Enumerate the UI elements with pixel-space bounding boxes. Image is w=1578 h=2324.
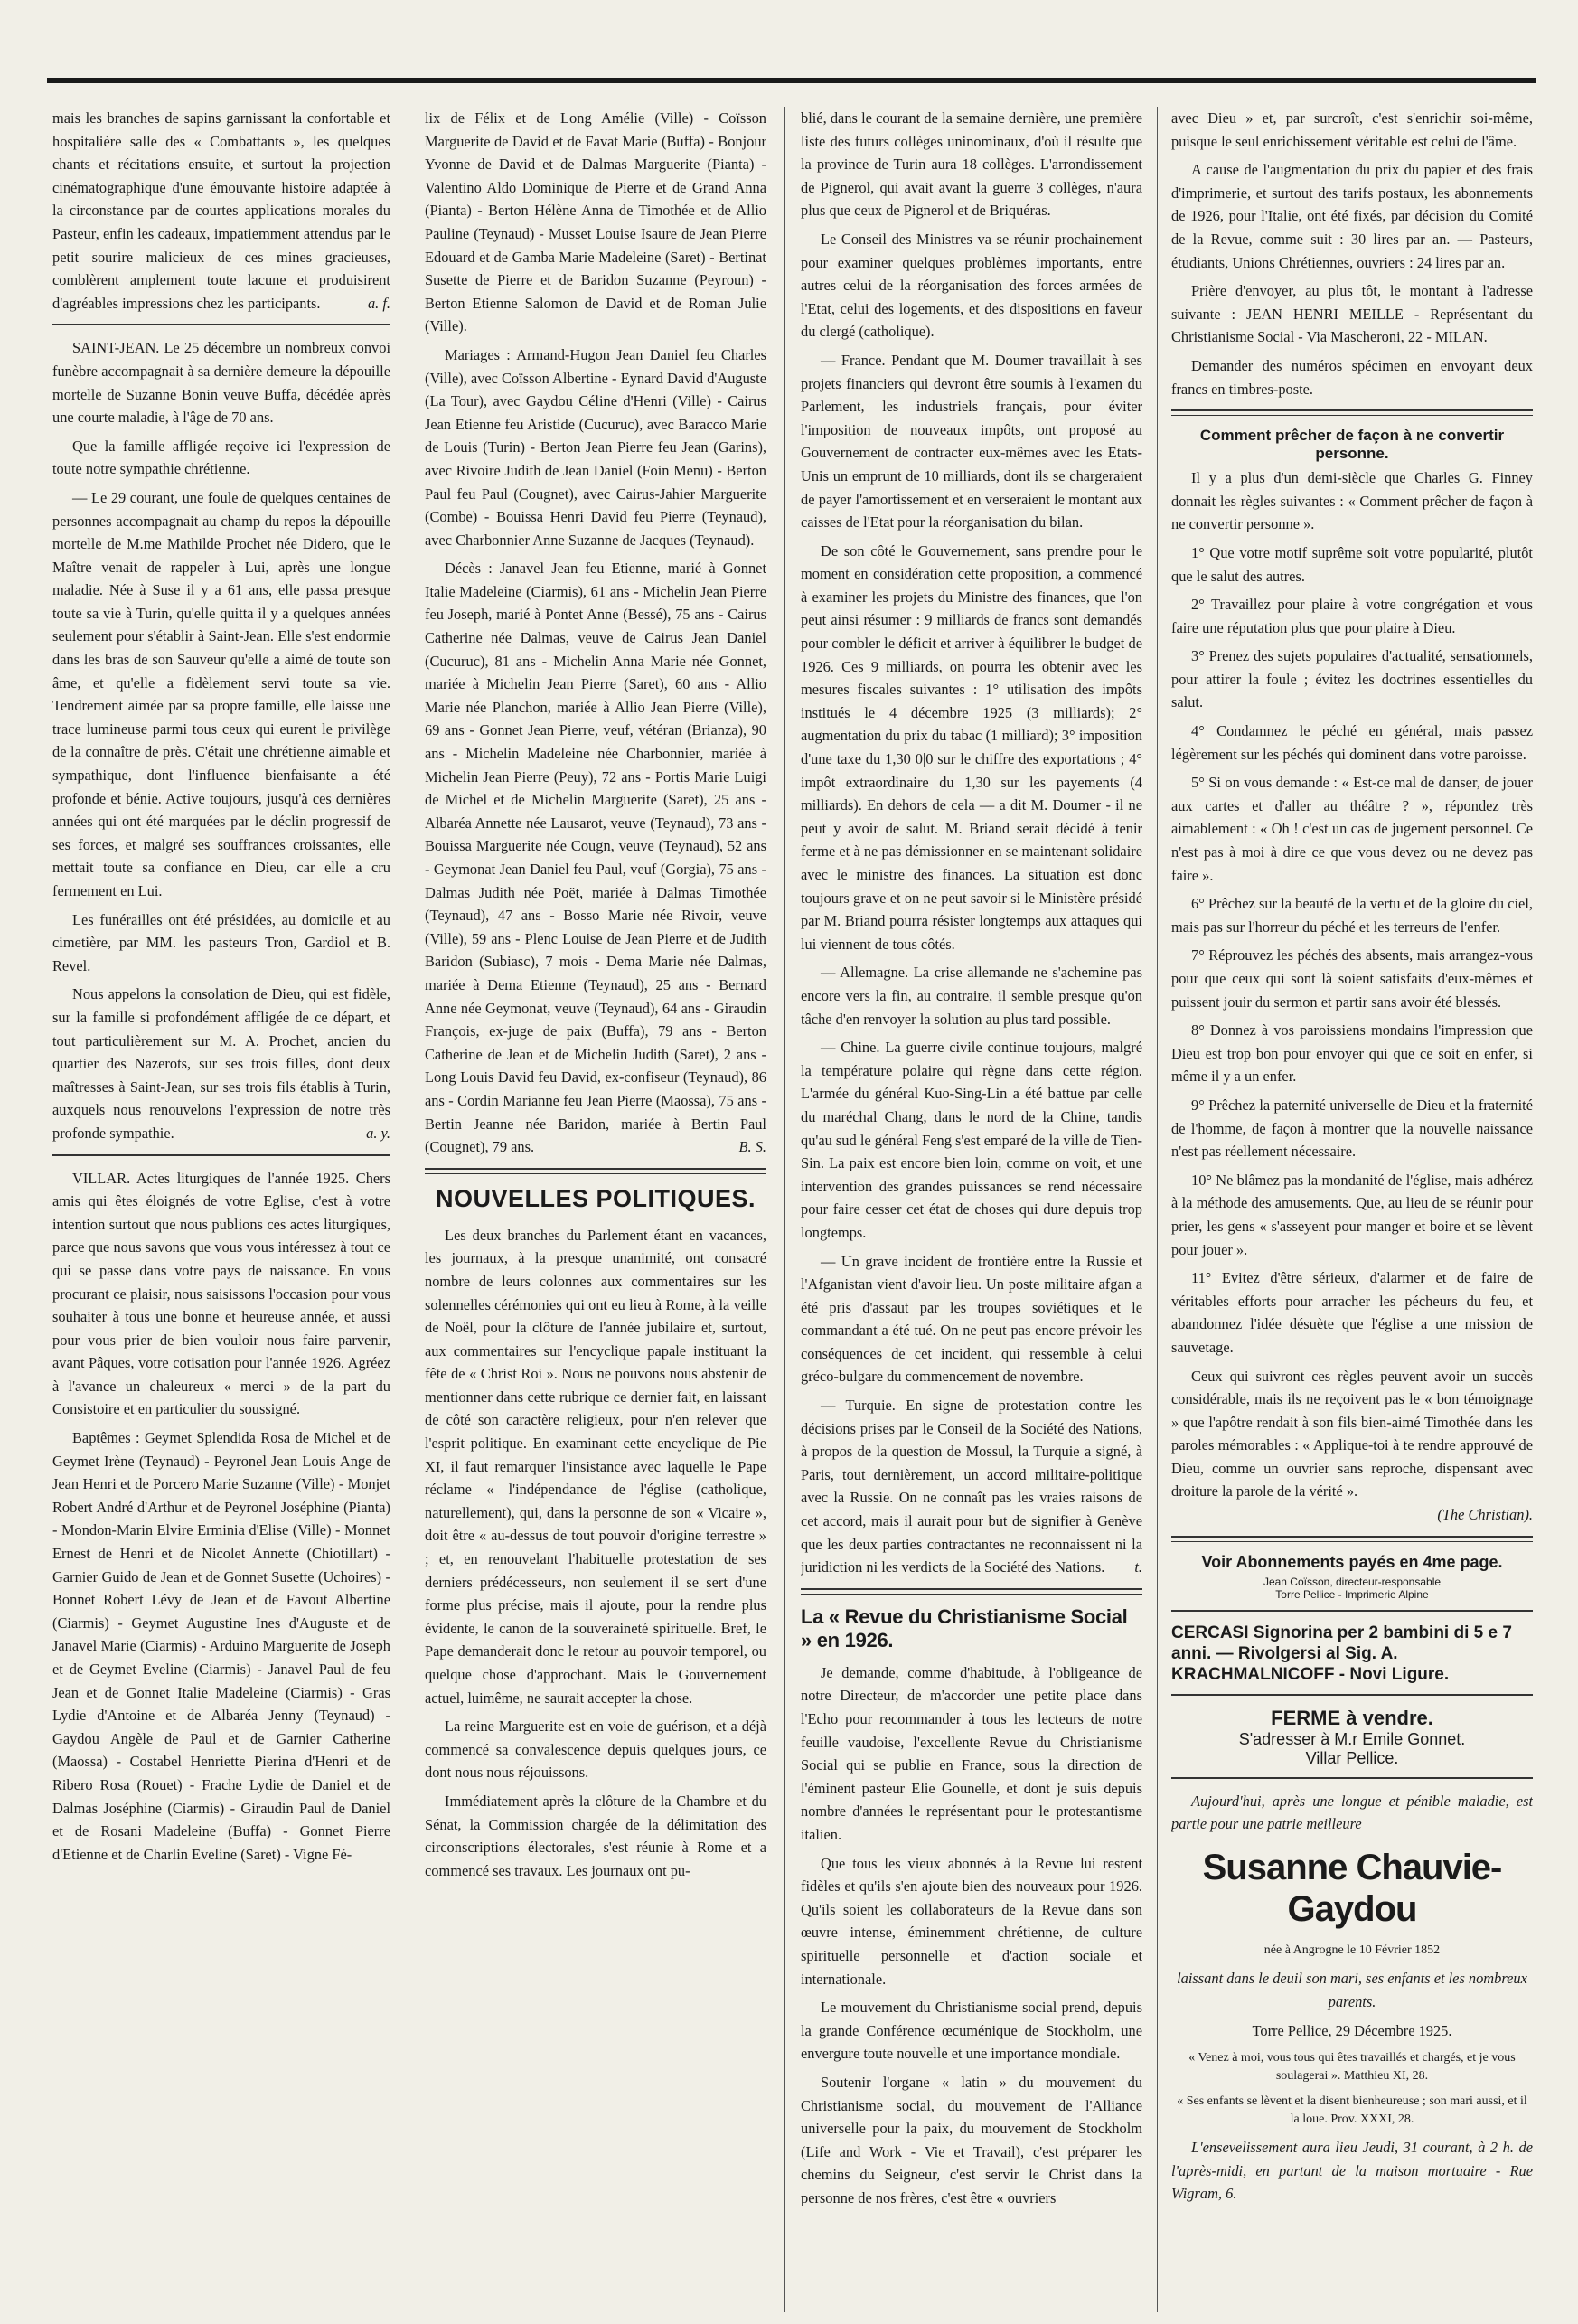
signature: t.: [1134, 1558, 1142, 1576]
paragraph: 2° Travaillez pour plaire à votre congrégation et vous faire une réputation plus que pour plaire à Dieu.: [1171, 596, 1533, 636]
divider: [801, 1588, 1142, 1595]
paragraph: VILLAR. Actes liturgiques de l'année 1925. Chers amis qui êtes éloignés de votre Eglise, c'est à votre intention surtout que nous publions ces actes liturgiques, parce que nous savons que vous vous intéressez à tout ce qui se passe dans votre pays de naissance. En vous procurant ce plaisir, nous saisissons l'occasion pour vous souhaiter à tous une bonne et heureuse année, et aussi pour vous prier de bien vouloir nous faire parvenir, avant Pâques, votre cotisation pour l'année 1926. Agréez à l'avance un chaleureux « merci » de la part du Consistoire et en particulier du soussigné.: [52, 1169, 390, 1418]
column-4: [1171, 107, 1533, 2312]
bible-quote: « Venez à moi, vous tous qui êtes travaillés et chargés, et je vous soulagerai ». Matthieu XI, 28.: [1188, 2051, 1516, 2084]
director-line: Jean Coïsson, directeur-responsable: [1263, 1575, 1442, 1588]
paragraph: Immédiatement après la clôture de la Chambre et du Sénat, la Commission chargée de la délimitation des circonscriptions électorales, s'est réunie à Rome et a commencé ses travaux. Les journaux ont pu-: [425, 1792, 766, 1879]
paragraph: Ceux qui suivront ces règles peuvent avoir un succès considérable, mais ils ne reçoivent pas le « bon témoignage » que l'apôtre rendait à son fils bien-aimé Timothée dans les paroles mémorables : « Applique-toi à te rendre approuvé de Dieu, comme un ouvrier sans reproche, dispensant avec droiture la parole de la vérité ». (The Christian).: [1171, 1365, 1533, 1504]
divider: [1171, 409, 1533, 416]
ad-line: S'adresser à M.r Emile Gonnet.: [1238, 1729, 1466, 1748]
paragraph: — Allemagne. La crise allemande ne s'achemine pas encore vers la fin, au contraire, il semble presque qu'on tâche d'en renvoyer la solution au plus tard possible.: [801, 964, 1142, 1028]
divider: [1171, 1536, 1533, 1542]
paragraph: Que la famille affligée reçoive ici l'expression de toute notre sympathie chrétienne.: [52, 437, 390, 478]
paragraph: Décès : Janavel Jean feu Etienne, marié à Gonnet Italie Madeleine (Ciarmis), 61 ans - Michelin Jean Pierre feu Joseph, marié à Pontet Anne (Bessé), 75 ans - Cairus Catherine née Dalmas, veuve de Cairus Jean Daniel (Cucuruc), 81 ans - Michelin Anna Marie née Gonnet, mariée à Michelin Jean Pierre (Saret), 60 ans - Allio Marie née Planchon, mariée à Allio Jean Pierre (Ville), 69 ans - Gonnet Jean Pierre, veuf, vétéran (Brianza), 90 ans - Michelin Madeleine née Charbonnier, mariée à Michelin Jean Pierre (Peuy), 72 ans - Portis Marie Luigi de Michel et de Michelin Marguerite (Saret), 25 ans - Albaréa Annette née Lausarot, veuve (Teynaud), 73 ans - Bouissa Marguerite née Cougn, veuve (Teynaud), 52 ans - Geymonat Jean Daniel feu Paul, veuf (Gorgia), 75 ans - Dalmas Judith née Poët, mariée à Dalmas Timothée (Teynaud), 47 ans - Bosso Marie née Rivoir, veuve (Ville), 59 ans - Plenc Louise de Jean Pierre et de Judith Baridon (Subiasc), 7 mois - Dema Marie née Dalmas, mariée à Dema Etienne (Teynaud), 25 ans - Bernard Anne née Geymonat, veuve (Teynaud), 64 ans - Giraudin François, ex-juge de paix (Buffa), 79 ans - Berton Catherine de Jean et de Michelin Judith (Saret), 2 ans - Long Louis David feu David, ex-confiseur (Teynaud), 86 ans - Cordin Marianne feu Jean Pierre (Maossa), 75 ans - Bertin Jeanne née Baridon, mariée à Bertin Paul (Cougnet), 79 ans. B. S.: [425, 557, 766, 1158]
divider: [1171, 1777, 1533, 1779]
paragraph: lix de Félix et de Long Amélie (Ville) - Coïsson Marguerite de David et de Favat Marie (Buffa) - Bonjour Yvonne de David et de Dalmas Marguerite (Pianta) - Valentino Aldo Dominique de Pierre et de Grand Anna (Pianta) - Berton Hélène Anna de Timothée et de Allio Pauline (Teynaud) - Musset Louise Isaure de Jean Pierre Edouard et de Gamba Marie Madeleine (Saret) - Bertinat Susette de Pierre et de Baridon Suzanne (Peyroun) - Berton Etienne Salomon de David et de Roman Julie (Ville).: [425, 109, 766, 335]
column-rule: [1157, 107, 1158, 2312]
printer-line: Torre Pellice - Imprimerie Alpine: [1275, 1587, 1429, 1601]
signature: a. y.: [366, 1124, 390, 1142]
classified-ad: CERCASI Signorina per 2 bambini di 5 e 7 anni. — Rivolgersi al Sig. A. KRACHMALNICOFF - Novi Ligure.: [1171, 1623, 1512, 1684]
paragraph: Prière d'envoyer, au plus tôt, le montant à l'adresse suivante : JEAN HENRI MEILLE - Représentant du Christianisme Social - Via Mascheroni, 22 - MILAN.: [1171, 282, 1533, 346]
paragraph: Le mouvement du Christianisme social prend, depuis la grande Conférence œcuménique de Stockholm, une envergure toute nouvelle et une importance mondiale.: [801, 1999, 1142, 2063]
farm-sale-ad: [1171, 1707, 1533, 1768]
paragraph: La reine Marguerite est en voie de guérison, et a déjà commencé sa convalescence depuis quelques jours, ce dont nous nous réjouissons.: [425, 1717, 766, 1782]
paragraph: avec Dieu » et, par surcroît, c'est s'enrichir soi-même, puisque le seul enrichissement véritable est celui de l'âme.: [1171, 109, 1533, 150]
ad-title: FERME à vendre.: [1271, 1706, 1433, 1729]
divider: [52, 324, 390, 325]
paragraph: Les deux branches du Parlement étant en vacances, les journaux, à la presque unanimité, ont consacré nombre de leurs colonnes aux commentaires sur les solennelles cérémonies qui ont eu lieu à Rome, à la veille de Noël, pour la clôture de l'année jubilaire et, surtout, aux commentaires sur l'encyclique papale instituant la fête de « Christ Roi ». Nous ne pouvons nous abstenir de mentionner dans cette rubrique ce dernier fait, en laissant de côté son caractère religieux, pour n'en relever que l'esprit politique. En examinant cette encyclique de Pie XI, il faut remarquer l'insistance avec laquelle le Pape réclame « l'indépendance de l'église (catholique, naturellement), qui, dans la personne de son « Vicaire », doit être « au-dessus de tout pouvoir d'origine terrestre » ; et, en renouvelant l'habituelle protestation de ses derniers prédécesseurs, non seulement il se sert d'une forme plus précise, mais il ajoute, pour la rendre plus évidente, le canon de la souveraineté spirituelle. Bref, le Pape demanderait donc le retour au pouvoir temporel, ou quelque chose d'approchant. Mais le Gouvernement actuel, luimême, ne saurait accepter la chose.: [425, 1226, 766, 1707]
paragraph: SAINT-JEAN. Le 25 décembre un nombreux convoi funèbre accompagnait à sa dernière demeure la dépouille mortelle de Suzanne Bonin veuve Buffa, décédée après une courte maladie, à l'âge de 70 ans.: [52, 339, 390, 427]
paragraph: 11° Evitez d'être sérieux, d'alarmer et de faire de véritables efforts pour arracher les pécheurs du feu, et abandonnez l'idée désuète que l'église a une mission de sauvetage.: [1171, 1269, 1533, 1356]
paragraph: Soutenir l'organe « latin » du mouvement du Christianisme social, du mouvement de l'Alliance universelle pour la paix, du mouvement de Stockholm (Life and Work - Vie et Travail), c'est préparer les chemins du Seigneur, c'est servir le Christ dans la personne de nos frères, c'est être « ouvriers: [801, 2073, 1142, 2206]
paragraph: Demander des numéros spécimen en envoyant deux francs en timbres-poste.: [1171, 356, 1533, 398]
divider: [52, 1154, 390, 1156]
divider: [1171, 1694, 1533, 1696]
section-heading: NOUVELLES POLITIQUES.: [435, 1184, 756, 1212]
paragraph: 1° Que votre motif suprême soit votre popularité, plutôt que le salut des autres.: [1171, 543, 1533, 585]
paragraph: 10° Ne blâmez pas la mondanité de l'église, mais adhérez à la méthode des amusements. Que, au lieu de se réunir pour prier, les gens « s'asseyent pour manger et boire et se lèvent pour jouer ».: [1171, 1171, 1533, 1258]
paragraph: Mariages : Armand-Hugon Jean Daniel feu Charles (Ville), avec Coïsson Albertine - Eynard David d'Auguste (La Tour), avec Gaydou Céline d'Henri (Ville) - Cairus Jean Etienne feu Aristide (Cucuruc), avec Baracco Marie de Louis (Turin) - Berton Jean Pierre feu Jean (Garins), avec Rivoire Judith de Jean Daniel (Foin Menu) - Berton Paul feu Paul (Cougnet), avec Cairus-Jahier Marguerite (Combe) - Bouissa Henri David feu Pierre (Teynaud), avec Charbonnier Anne Suzanne de Jacques (Teynaud).: [425, 345, 766, 549]
subscriptions-notice: Voir Abonnements payés en 4me page.: [1201, 1552, 1503, 1571]
paragraph: 5° Si on vous demande : « Est-ce mal de danser, de jouer aux cartes et d'aller au théâtre ? », répondez très aimablement : « Oh ! c'est un cas de jugement personnel. Ce n'est pas à moi à dire ce que vous devez ou ne devez pas faire ».: [1171, 774, 1533, 884]
paragraph: blié, dans le courant de la semaine dernière, une première liste des futurs collèges uninominaux, d'où il résulte que la province de Turin aura 18 collèges. L'arrondissement de Pignerol, qui avait avant la guerre 3 collèges, n'aura plus que ceux de Pignerol et de Briquéras.: [801, 109, 1142, 220]
funeral-notice: L'ensevelissement aura lieu Jeudi, 31 courant, à 2 h. de l'après-midi, en partant de la maison mortuaire - Rue Wigram, 6.: [1171, 2139, 1533, 2203]
section-heading: Comment prêcher de façon à ne convertir personne.: [1199, 427, 1505, 463]
paragraph: — Chine. La guerre civile continue toujours, malgré la température polaire qui règne dans cette région. L'armée du général Kuo-Sing-Lin a été battue par celle du maréchal Chang, dans le nord de la Chine, tandis qu'au sud le général Feng s'est emparé de la ville de Tien-Sin. La paix est encore bien loin, comme on voit, et une intervention des grandes puissances se rend nécessaire pour faire cesser cet état de choses qui dure depuis trop longtemps.: [801, 1039, 1142, 1241]
paragraph: 6° Prêchez sur la beauté de la vertu et de la gloire du ciel, mais pas sur l'horreur du péché et les terreurs de l'enfer.: [1171, 895, 1533, 936]
divider: [1171, 1610, 1533, 1612]
paragraph: Il y a plus d'un demi-siècle que Charles G. Finney donnait les règles suivantes : « Comment prêcher de façon à ne convertir personne ».: [1171, 469, 1533, 533]
bible-quote: « Ses enfants se lèvent et la disent bienheureuse ; son mari aussi, et il la loue. Prov. XXXI, 28.: [1177, 2094, 1527, 2127]
ad-line: Villar Pellice.: [1305, 1748, 1399, 1767]
column-rule: [784, 107, 785, 2312]
paragraph: Je demande, comme d'habitude, à l'obligeance de notre Directeur, de m'accorder une petite place dans l'Echo pour recommander à tous les lecteurs de notre feuille vaudoise, l'excellente Revue du Christianisme Social qui se publie en France, sous la direction de l'éminent pasteur Elie Gounelle, et dont je suis depuis nombre d'années le représentant pour le protestantisme italien.: [801, 1663, 1142, 1843]
column-2: [425, 107, 766, 2312]
paragraph: De son côté le Gouvernement, sans prendre pour le moment en considération cette proposition, a commencé à examiner les projets du Ministre des finances, que l'on peut ainsi résumer : 9 milliards de francs sont demandés pour combler le déficit et arriver à équilibrer le budget de 1926. Ces 9 milliards, on pourra les obtenir avec les mesures fiscales suivantes : 1° utilisation des impôts institués le 4 décembre 1925 (3 milliards); 2° augmentation du prix du tabac (1 milliard); 3° imposition d'une taxe du 1,30 0|0 sur le chiffre des exportations ; 4° impôt extraordinaire du 1,30 sur les payements (4 milliards). En dehors de cela — a dit M. Doumer - il ne peut y avoir de salut. M. Briand serait décidé à tenir ferme et à ne pas démissionner en se maintenant solidaire avec le ministre des finances. La situation est donc toujours grave et on ne peut savoir si le Ministère présidé par M. Briand pourra résister longtemps aux attaques qui lui viennent de tous côtés.: [801, 541, 1142, 953]
obituary-name: Susanne Chauvie-Gaydou: [1202, 1847, 1502, 1929]
signature: B. S.: [738, 1138, 766, 1156]
paragraph: 8° Donnez à vos paroissiens mondains l'impression que Dieu est trop bon pour envoyer qui que ce soit en enfer, si même il y a un enfer.: [1171, 1021, 1533, 1086]
column-3: [801, 107, 1142, 2312]
obituary-family: laissant dans le deuil son mari, ses enfants et les nombreux parents.: [1177, 1970, 1527, 2011]
paragraph: Baptêmes : Geymet Splendida Rosa de Michel et de Geymet Irène (Teynaud) - Peyronel Jean Louis Ange de Jean Henri et de Porcero Marie Suzanne (Ville) - Monjet Robert André d'Arthur et de Peyronel Joséphine (Pianta) - Mondon-Marin Elvire Erminia d'Elise (Ville) - Monnet Ernest de Henri et de Nicolet Annette (Chiotillart) - Garnier Guido de Jean et de Gonnet Susette (Uchoires) - Bonnet Robert Lévy de Jean et de Favout Albertine (Ciarmis) - Geymet Augustine Ines d'Auguste et de Janavel Marie (Ciarmis) - Arduino Marguerite de Joseph et de Geymet Eveline (Ciarmis) - Janavel Paul de feu Jean et de Gonnet Italie Madeleine (Ciarmis) - Gras Lydie d'Antoine et de Albaréa Jenny (Teynaud) - Gaydou Angèle de Paul et de Garnier Catherine (Maossa) - Costabel Henriette Pierina d'Henri et de Ribero Rosa (Rouet) - Frache Lydie de Daniel et de Dalmas Joséphine (Ciarmis) - Giraudin Paul de Daniel et de Rosani Madeleine (Buffa) - Gonnet Pierre d'Etienne et de Charlin Eveline (Saret) - Vigne Fé-: [52, 1429, 390, 1863]
divider: [425, 1168, 766, 1174]
top-rule: [47, 78, 1536, 83]
paragraph: — Un grave incident de frontière entre la Russie et l'Afganistan vient d'avoir lieu. Un poste militaire afgan a été pris d'assaut par les troupes soviétiques et le commandant a été tué. On ne peut pas encore prévoir les conséquences de cet incident, qui ressemble à celui gréco-bulgare du commencement de novembre.: [801, 1252, 1142, 1386]
column-1: [52, 107, 390, 2312]
obituary-born: née à Angrogne le 10 Février 1852: [1263, 1943, 1441, 1957]
section-heading: La « Revue du Christianisme Social » en 1926.: [801, 1604, 1128, 1651]
paragraph: Les funérailles ont été présidées, au domicile et au cimetière, par MM. les pasteurs Tron, Gardiol et B. Revel.: [52, 910, 390, 974]
paragraph: 4° Condamnez le péché en général, mais passez légèrement sur les péchés qui dominent dans votre paroisse.: [1171, 722, 1533, 763]
paragraph: A cause de l'augmentation du prix du papier et des frais d'imprimerie, et surtout des tarifs postaux, les abonnements de 1926, pour l'Italie, ont été fixés, par décision du Comité de la Revue, comme suit : 30 lires par an. — Pasteurs, étudiants, Unions Chrétiennes, ouvriers : 24 lires par an.: [1171, 161, 1533, 271]
obituary-intro: Aujourd'hui, après une longue et pénible maladie, est partie pour une patrie meilleure: [1171, 1792, 1533, 1833]
paragraph: Le Conseil des Ministres va se réunir prochainement pour examiner quelques problèmes importants, entre autres celui de la réorganisation des forces armées de l'Etat, celui des logements, et des dispositions en faveur du clergé (catholique).: [801, 230, 1142, 341]
paragraph: mais les branches de sapins garnissant la confortable et hospitalière salle des « Combattants », les quelques chants et récitations ensuite, et surtout la projection cinématographique d'une émouvante histoire adaptée à la circonstance par de courtes applications morales du Pasteur, enfin les cadeaux, impatiemment attendus par le petit sourire malicieux de ces mines gracieuses, comblèrent amplement toute lacune et produisirent d'agréables impressions chez les participants. a. f.: [52, 107, 390, 315]
signature: a. f.: [367, 294, 390, 312]
paragraph: — Turquie. En signe de protestation contre les décisions prises par le Conseil de la Société des Nations, à propos de la question de Mossul, la Turquie a signé, à Paris, tout dernièrement, un accord militaire-politique avec la Russie. On ne connaît pas les vraies raisons de cet accord, mais il aurait pour but de signifier à Genève que les deux parties contractantes ne reconnaissent ni la juridiction ni les verdicts de la Société des Nations. t.: [801, 1394, 1142, 1579]
paragraph: 7° Réprouvez les péchés des absents, mais arrangez-vous pour que ceux qui sont là soient satisfaits d'eux-mêmes et puissent jouir du sermon et partir sans avoir été blessés.: [1171, 946, 1533, 1011]
paragraph: 3° Prenez des sujets populaires d'actualité, sensationnels, pour attirer la foule ; évitez les doctrines essentielles du salut.: [1171, 647, 1533, 711]
paragraph: — Le 29 courant, une foule de quelques centaines de personnes accompagnait au champ du repos la dépouille mortelle de M.me Mathilde Prochet née Didero, que le Maître venait de rappeler à Lui, après une longue maladie. Née à Suse il y a 61 ans, elle passa presque toute sa vie à Turin, qu'elle quitta il y a quelques années seulement pour s'établir à Saint-Jean. Elle s'est endormie dans les bras de son Sauveur qu'elle a aimé de toute son âme, et qu'elle a fidèlement servi toute sa vie. Tendrement aimée par sa propre famille, elle laisse une trace lumineuse parmi tous ceux qui eurent le privilège de la connaître de près. C'était une chrétienne aimable et sympathique, dont l'influence bienfaisante a été profonde et bénie. Active toujours, jusqu'à ces dernières années qui ont été marquées par le déclin progressif de ses forces, et malgré ses souffrances croissantes, elle mettait toute sa confiance en Dieu, car elle a cru fermement en Lui.: [52, 488, 390, 899]
paragraph: Nous appelons la consolation de Dieu, qui est fidèle, sur la famille si profondément affligée de ce départ, et tout particulièrement sur M. A. Prochet, ancien du quartier des Nazerots, sur ses trois filles, dont deux maîtresses à Saint-Jean, sur ses trois fils établis à Turin, auxquels nous renouvelons l'expression de notre très profonde sympathie. a. y.: [52, 983, 390, 1144]
paragraph: 9° Prêchez la paternité universelle de Dieu et la fraternité de l'homme, de façon à montrer que la nouvelle naissance n'est pas réellement nécessaire.: [1171, 1096, 1533, 1161]
paragraph: — France. Pendant que M. Doumer travaillait à ses projets financiers qui devront être soumis à l'examen du Parlement, les industriels français, pour éviter l'imposition de nouveaux impôts, ont proposé au Gouvernement de contracter eux-mêmes avec les Etats-Unis un emprunt de 10 milliards, dont ils se chargeraient de payer l'amortissement et en verseraient le montant aux caisses de l'Etat pour la réorganisation du bilan.: [801, 351, 1142, 532]
paragraph: Que tous les vieux abonnés à la Revue lui restent fidèles et qu'ils s'en ajoute bien des nouveaux pour 1926. Qu'ils soient les collaborateurs de la Revue dans son œuvre intense, éminemment chrétienne, de culture spirituelle personnelle et d'action sociale et internationale.: [801, 1854, 1142, 1988]
signature: (The Christian).: [1437, 1506, 1533, 1524]
obituary-place: Torre Pellice, 29 Décembre 1925.: [1252, 2021, 1452, 2039]
